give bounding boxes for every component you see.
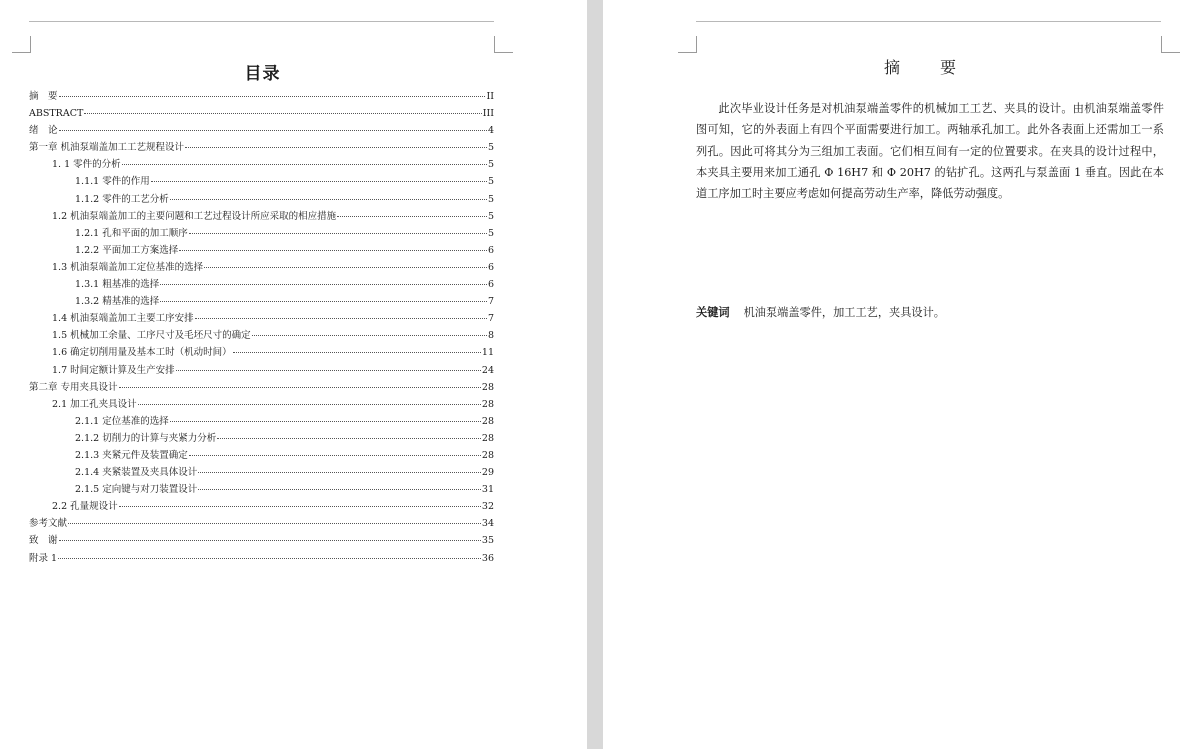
toc-entry[interactable] xyxy=(29,225,494,242)
toc-entry-label: 第二章 专用夹具设计 xyxy=(29,381,118,393)
toc-dot-leader xyxy=(337,215,487,217)
toc-entry-page: 32 xyxy=(481,501,494,513)
header-rule xyxy=(29,21,494,22)
toc-dot-leader xyxy=(160,300,487,302)
toc-dot-leader xyxy=(68,522,481,524)
toc-entry[interactable] xyxy=(29,208,494,225)
toc-entry-page: 5 xyxy=(487,210,494,222)
page-corner-mark xyxy=(494,36,513,53)
toc-entry-label: 绪 论 xyxy=(29,125,58,137)
toc-entry[interactable] xyxy=(29,447,494,464)
toc-entry[interactable] xyxy=(29,310,494,327)
toc-entry-page: 6 xyxy=(487,279,494,291)
toc-entry-label: 1.5 机械加工余量、工序尺寸及毛坯尺寸的确定 xyxy=(52,330,251,342)
toc-entry-label: 1.2 机油泵端盖加工的主要问题和工艺过程设计所应采取的相应措施 xyxy=(52,210,337,222)
toc-entry[interactable] xyxy=(29,550,494,567)
keywords-label: 关键词 xyxy=(696,305,730,319)
toc-entry-label: 摘 要 xyxy=(29,91,58,102)
toc-page xyxy=(0,0,587,749)
toc-dot-leader xyxy=(160,283,487,285)
toc-entry-page: 28 xyxy=(481,381,494,393)
header-rule xyxy=(696,21,1161,22)
toc-entry-label: 2.1.1 定位基准的选择 xyxy=(75,415,169,427)
toc-entry-page: 34 xyxy=(481,518,494,530)
toc-dot-leader xyxy=(176,369,481,371)
toc-entry-page: 5 xyxy=(487,159,494,171)
toc-entry-label: 2.2 孔量规设计 xyxy=(52,501,118,513)
toc-entry-label: 1.1.1 零件的作用 xyxy=(75,176,150,188)
toc-entry-label: 1.4 机油泵端盖加工主要工序安排 xyxy=(52,313,194,325)
toc-dot-leader xyxy=(233,351,481,353)
toc-entry-label: 2.1.3 夹紧元件及装置确定 xyxy=(75,449,188,461)
toc-dot-leader xyxy=(119,505,481,507)
toc-dot-leader xyxy=(122,163,487,165)
toc-entry-page: 36 xyxy=(481,552,494,564)
toc-entry-label: 致 谢 xyxy=(29,535,58,547)
toc-dot-leader xyxy=(198,488,481,490)
toc-entry[interactable] xyxy=(29,88,494,105)
toc-entry-label: 参考文献 xyxy=(29,518,68,530)
toc-entry[interactable] xyxy=(29,413,494,430)
toc-entry-label: 1.3.1 粗基准的选择 xyxy=(75,279,160,291)
toc-entry[interactable] xyxy=(29,259,494,276)
toc-entry-page: 31 xyxy=(481,484,494,496)
toc-entry-page: 24 xyxy=(481,364,494,376)
toc-entry-label: 2.1 加工孔夹具设计 xyxy=(52,398,137,410)
toc-entry-page: 35 xyxy=(481,535,494,547)
toc-entry-label: 附录 1 xyxy=(29,552,58,564)
toc-dot-leader xyxy=(252,334,487,336)
toc-entry-page: 28 xyxy=(481,449,494,461)
toc-entry-page: 11 xyxy=(481,347,494,359)
toc-dot-leader xyxy=(119,386,481,388)
toc-entry-page: 28 xyxy=(481,432,494,444)
toc-entry-page: 7 xyxy=(487,313,494,325)
toc-dot-leader xyxy=(185,146,487,148)
toc-entry[interactable] xyxy=(29,498,494,515)
toc-entry-page: 6 xyxy=(487,244,494,256)
keywords-text: 机油泵端盖零件，加工工艺，夹具设计。 xyxy=(743,306,945,319)
toc-dot-leader xyxy=(170,198,487,200)
toc-entry-label: ABSTRACT xyxy=(29,108,84,120)
toc-entry[interactable] xyxy=(29,139,494,156)
toc-dot-leader xyxy=(189,454,481,456)
toc-entry[interactable] xyxy=(29,515,494,532)
toc-entry-label: 1.3.2 精基准的选择 xyxy=(75,296,160,308)
toc-entry[interactable] xyxy=(29,242,494,259)
toc-dot-leader xyxy=(59,539,481,541)
toc-dot-leader xyxy=(189,232,487,234)
toc-entry[interactable] xyxy=(29,532,494,549)
page-corner-mark xyxy=(12,36,31,53)
toc-dot-leader xyxy=(204,266,487,268)
toc-entry[interactable] xyxy=(29,379,494,396)
toc-entry-label: 1.2.2 平面加工方案选择 xyxy=(75,244,179,256)
toc-entry-page: 29 xyxy=(481,467,494,479)
toc-entry-label: 2.1.2 切削力的计算与夹紧力分析 xyxy=(75,432,217,444)
toc-entry-label: 1. 1 零件的分析 xyxy=(52,159,121,171)
toc-entry-page: 8 xyxy=(487,330,494,342)
toc-dot-leader xyxy=(170,420,481,422)
toc-title: 目录 xyxy=(244,64,281,84)
toc-dot-leader xyxy=(58,557,481,559)
toc-dot-leader xyxy=(151,180,487,182)
toc-entry-page: 5 xyxy=(487,142,494,154)
toc-entry[interactable] xyxy=(29,156,494,173)
toc-entry-page: III xyxy=(482,108,494,120)
toc-entry-page: 6 xyxy=(487,261,494,273)
toc-entry-page: 5 xyxy=(487,227,494,239)
toc-dot-leader xyxy=(138,403,481,405)
keywords-line xyxy=(696,302,1164,323)
toc-entry-label: 第一章 机油泵端盖加工工艺规程设计 xyxy=(29,142,185,154)
toc-entry[interactable] xyxy=(29,122,494,139)
toc-entry-page: 5 xyxy=(487,176,494,188)
toc-entry-page: 4 xyxy=(487,125,494,137)
toc-entry[interactable] xyxy=(29,430,494,447)
toc-entry[interactable] xyxy=(29,276,494,293)
toc-entry-page: 5 xyxy=(487,193,494,205)
toc-list xyxy=(29,88,494,567)
toc-dot-leader xyxy=(217,437,481,439)
toc-entry-label: 2.1.4 夹紧装置及夹具体设计 xyxy=(75,467,198,479)
toc-entry-label: 1.1.2 零件的工艺分析 xyxy=(75,193,169,205)
page-corner-mark xyxy=(1161,36,1180,53)
page-corner-mark xyxy=(678,36,697,53)
toc-entry-label: 1.2.1 孔和平面的加工顺序 xyxy=(75,227,188,239)
toc-dot-leader xyxy=(84,112,481,114)
toc-dot-leader xyxy=(198,471,481,473)
toc-entry-page: II xyxy=(486,91,494,102)
toc-entry[interactable] xyxy=(29,396,494,413)
toc-entry-label: 1.6 确定切削用量及基本工时（机动时间） xyxy=(52,347,232,359)
toc-entry-page: 28 xyxy=(481,398,494,410)
toc-entry[interactable] xyxy=(29,344,494,361)
toc-entry-label: 2.1.5 定向键与对刀装置设计 xyxy=(75,484,198,496)
toc-entry[interactable] xyxy=(29,362,494,379)
toc-entry[interactable] xyxy=(29,327,494,344)
toc-entry[interactable] xyxy=(29,464,494,481)
page-gutter xyxy=(587,0,603,749)
toc-entry-label: 1.3 机油泵端盖加工定位基准的选择 xyxy=(52,261,204,273)
toc-dot-leader xyxy=(59,129,487,131)
abstract-body: 此次毕业设计任务是对机油泵端盖零件的机械加工工艺、夹具的设计。由机油泵端盖零件图可知，它的外表面上有四个平面需要进行加工。两轴承孔加工。此外各表面上还需加工一系列孔。因此可将其分为三组加工表面。它们相互间有一定的位置要求。在夹具的设计过程中，本夹具主要用来加工通孔 Φ 16H7 和 Φ 20H7 的钻扩孔。这两孔与泵盖面 1 垂直。因此在本道工序加工时主要应考虑如何提高劳动生产率，降低劳动强度。 xyxy=(696,102,1164,201)
toc-dot-leader xyxy=(179,249,487,251)
toc-entry-label: 1.7 时间定额计算及生产安排 xyxy=(52,364,175,376)
toc-dot-leader xyxy=(195,317,487,319)
toc-dot-leader xyxy=(59,95,486,97)
toc-entry[interactable] xyxy=(29,481,494,498)
toc-entry[interactable] xyxy=(29,173,494,190)
abstract-page xyxy=(603,0,1188,749)
toc-entry-page: 7 xyxy=(487,296,494,308)
toc-entry[interactable] xyxy=(29,105,494,122)
abstract-title: 摘 要 xyxy=(883,58,968,77)
toc-entry-page: 28 xyxy=(481,415,494,427)
toc-entry[interactable] xyxy=(29,293,494,310)
toc-entry[interactable] xyxy=(29,191,494,208)
